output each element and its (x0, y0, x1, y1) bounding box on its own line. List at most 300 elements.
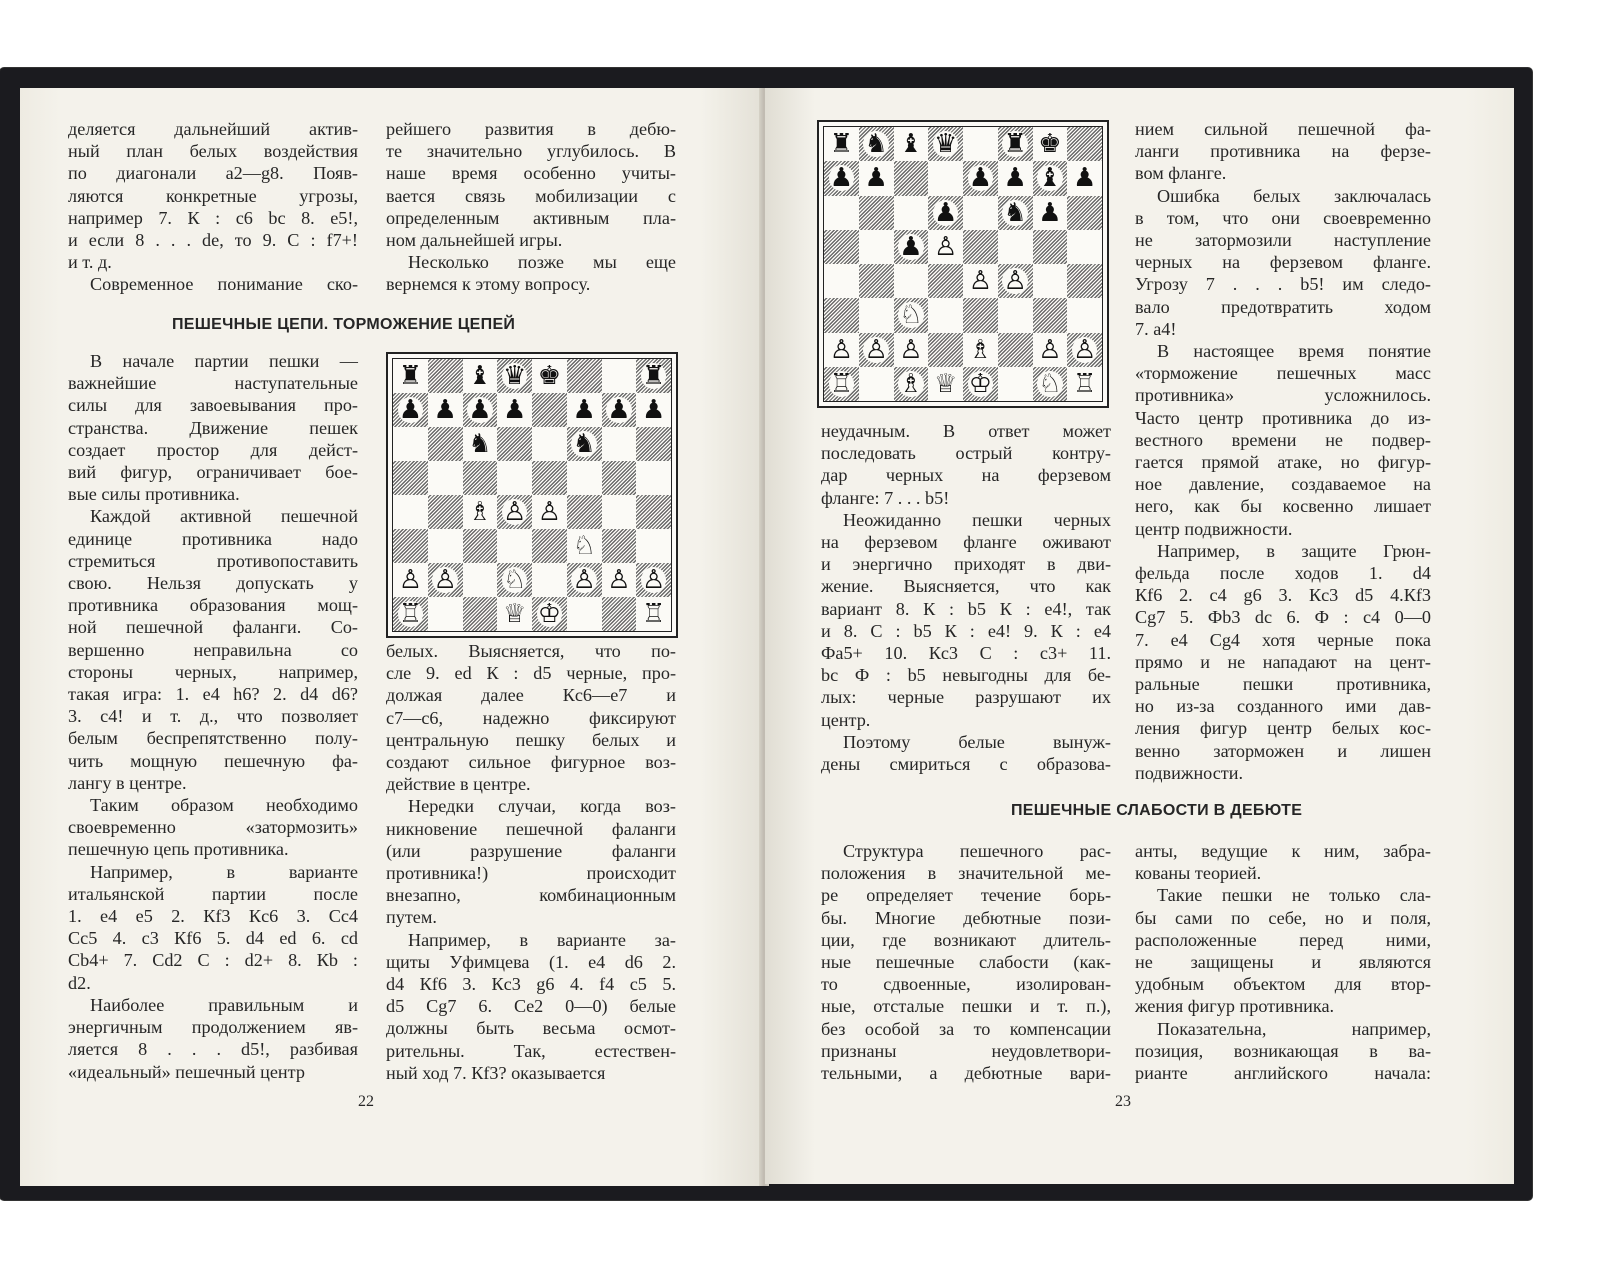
board-square (428, 427, 463, 461)
board-square (636, 427, 671, 461)
text-line: В настоящее время понятие (1157, 341, 1431, 362)
chess-piece-icon: ♞ (864, 129, 888, 160)
board-square (532, 495, 567, 529)
board-square (859, 367, 894, 401)
text-line: пешечную цепь противника. (68, 839, 289, 860)
text-line: Поэтому белые вынуж- (843, 731, 1111, 752)
text-line: вий фигур, ограничивает бое- (68, 462, 358, 483)
section-heading: ПЕШЕЧНЫЕ СЛАБОСТИ В ДЕБЮТЕ (1011, 802, 1303, 819)
text-line: ляются конкретные угрозы, (68, 185, 358, 206)
chess-piece-icon: ♗ (968, 334, 993, 365)
board-square (567, 597, 602, 631)
chess-piece-icon: ♚ (1038, 129, 1062, 160)
text-line: ный ход 7. Кf3? оказывается (386, 1062, 606, 1083)
text-line: вом фланге. (1135, 163, 1227, 184)
text-line: дены смириться с образова- (821, 754, 1111, 775)
text-line: рейшего развития в дебю- (386, 119, 676, 139)
board-square (463, 359, 498, 393)
text-line: Показательна, например, (1157, 1018, 1431, 1039)
text-line: Например, в варианте (90, 861, 358, 882)
text-line: «торможение пешечных масс (1135, 363, 1431, 384)
text-line: 7. e4 Сg4 хотя черные пока (1135, 629, 1431, 650)
text-line: по диагонали a2—g8. Появ- (68, 163, 358, 184)
text-line: Ошибка белых заключалась (1157, 185, 1431, 206)
text-line: Наиболее правильным и (90, 994, 358, 1015)
text-line: Угрозу 7 . . . b5! им следо- (1135, 274, 1431, 295)
board-square (894, 196, 929, 230)
board-square (998, 196, 1033, 230)
board-square (463, 461, 498, 495)
board-square (998, 264, 1033, 298)
chess-piece-icon: ♟ (1003, 163, 1027, 194)
chess-piece-icon: ♝ (899, 129, 923, 160)
chess-piece-icon: ♝ (468, 361, 492, 391)
text-line: на ферзевом фланге оживают (821, 532, 1111, 553)
text-line: расположенные перед ними, (1135, 929, 1431, 950)
board-square (1067, 196, 1102, 230)
text-line: неудачным. В ответ может (821, 421, 1111, 441)
text-line: противника образования мощ- (68, 595, 358, 616)
board-square (636, 461, 671, 495)
board-square (824, 127, 859, 161)
text-column (1135, 118, 1431, 784)
chess-piece-icon: ♖ (1072, 368, 1097, 399)
board-square (1033, 230, 1068, 264)
board-square (393, 461, 428, 495)
board-square (963, 230, 998, 264)
text-line: c7—c6, надежно фиксируют (386, 707, 676, 728)
text-line: Современное понимание ско- (90, 274, 358, 295)
board-square (998, 161, 1033, 195)
board-square (532, 427, 567, 461)
board-square (532, 461, 567, 495)
board-square (532, 529, 567, 563)
text-line: гается прямой атаке, но фигур- (1135, 452, 1431, 473)
text-line: кованы теорией. (1135, 863, 1262, 884)
board-square (428, 563, 463, 597)
chess-piece-icon: ♕ (502, 599, 527, 629)
text-line: Сc5 4. c3 Кf6 5. d4 ed 6. cd (68, 928, 358, 949)
board-square (602, 427, 637, 461)
text-line: 3. c4! и т. д., что позволяет (68, 706, 358, 727)
board-square (1033, 298, 1068, 332)
text-line: нием сильной пешечной фа- (1135, 119, 1431, 139)
board-square (1033, 333, 1068, 367)
text-line: например 7. К : c6 bc 8. e5!, (68, 207, 358, 228)
chess-piece-icon: ♙ (1003, 266, 1027, 297)
board-square (532, 563, 567, 597)
chess-piece-icon: ♙ (572, 565, 596, 595)
board-square (428, 529, 463, 563)
text-line: вершенно неправильна со (68, 639, 358, 660)
text-line: удобным объектом для втор- (1135, 974, 1431, 995)
chess-piece-icon: ♘ (572, 531, 596, 561)
board-square (463, 393, 498, 427)
board-square (928, 127, 963, 161)
board-square (824, 367, 859, 401)
text-line: вернемся к этому вопросу. (386, 274, 591, 295)
text-line: вариант 8. К : b5 К : e4!, так (821, 598, 1111, 619)
board-square (928, 196, 963, 230)
chess-piece-icon: ♟ (468, 395, 492, 425)
board-square (963, 333, 998, 367)
text-line: вые силы противника. (68, 484, 240, 505)
board-square (532, 359, 567, 393)
board-square (894, 264, 929, 298)
chess-piece-icon: ♙ (398, 565, 423, 595)
board-square (567, 461, 602, 495)
chess-piece-icon: ♘ (502, 565, 527, 595)
board-square (463, 563, 498, 597)
chess-diagram (386, 352, 678, 638)
board-square (1067, 333, 1102, 367)
text-line: Нередки случаи, когда воз- (408, 796, 676, 817)
chess-piece-icon: ♟ (641, 395, 666, 425)
text-line: фельда после ходов 1. d4 (1135, 563, 1431, 584)
text-line: черных на ферзевом фланге. (1135, 252, 1431, 273)
chess-piece-icon: ♖ (398, 599, 423, 629)
text-line: и энергично приходят в дви- (821, 554, 1111, 575)
chess-piece-icon: ♘ (899, 300, 923, 331)
board-square (567, 359, 602, 393)
board-square (636, 393, 671, 427)
board-square (928, 161, 963, 195)
board-square (497, 359, 532, 393)
chess-piece-icon: ♙ (933, 231, 958, 262)
board-square (963, 196, 998, 230)
board-square (602, 359, 637, 393)
board-square (393, 495, 428, 529)
text-line: Несколько позже мы еще (408, 252, 676, 273)
board-square (428, 393, 463, 427)
chess-piece-icon: ♗ (899, 368, 923, 399)
text-line: последовать острый контру- (821, 443, 1111, 464)
board-square (928, 367, 963, 401)
text-line: создает простор для дейст- (68, 439, 358, 460)
text-line: положения в значительной ме- (821, 863, 1111, 884)
text-line: противника» усложнилось. (1135, 385, 1431, 406)
text-line: центральную пешку белых и (386, 729, 676, 750)
text-line: бы сами по себе, но и поля, (1135, 907, 1431, 928)
board-square (393, 359, 428, 393)
text-line: и т. д. (68, 252, 112, 273)
chess-piece-icon: ♛ (502, 361, 527, 391)
text-line: рительны. Так, естествен- (386, 1040, 676, 1061)
text-line: не защищены и являются (1135, 952, 1431, 973)
board-square (636, 597, 671, 631)
chess-piece-icon: ♔ (968, 368, 993, 399)
board-square (859, 127, 894, 161)
text-line: вестного времени не подвер- (1135, 429, 1431, 450)
chess-piece-icon: ♙ (1072, 334, 1097, 365)
text-line: анты, ведущие к ним, забра- (1135, 841, 1431, 861)
chess-piece-icon: ♟ (899, 231, 923, 262)
text-line: Такие пешки не только сла- (1157, 885, 1431, 906)
board-square (567, 529, 602, 563)
board-square (636, 563, 671, 597)
chess-board-grid (392, 358, 672, 632)
chess-piece-icon: ♙ (502, 497, 527, 527)
board-square (1033, 367, 1068, 401)
board-square (894, 367, 929, 401)
board-square (963, 367, 998, 401)
board-square (928, 230, 963, 264)
board-square (894, 127, 929, 161)
page-number: 22 (358, 1093, 374, 1110)
text-line: «идеальный» пешечный центр (68, 1061, 305, 1082)
chess-piece-icon: ♞ (468, 429, 492, 459)
board-square (567, 427, 602, 461)
board-square (1033, 127, 1068, 161)
text-line: ные, отсталые пешки и т. п.), (821, 996, 1111, 1017)
board-square (928, 264, 963, 298)
board-square (567, 393, 602, 427)
board-square (463, 495, 498, 529)
text-line: ные пешечные слабости (как- (821, 952, 1111, 973)
chess-piece-icon: ♜ (398, 361, 423, 391)
text-line: вало предотвратить ходом (1135, 296, 1431, 317)
chess-piece-icon: ♛ (933, 129, 958, 160)
text-line: белых. Выясняется, что по- (386, 641, 676, 661)
board-square (428, 359, 463, 393)
board-square (428, 461, 463, 495)
board-square (859, 264, 894, 298)
chess-piece-icon: ♟ (502, 395, 527, 425)
text-line: Сb4+ 7. Сd2 С : d2+ 8. Кb : (68, 950, 358, 971)
text-line: странства. Движение пешек (68, 417, 358, 438)
board-square (859, 333, 894, 367)
chess-board-grid (823, 126, 1103, 402)
board-square (1033, 161, 1068, 195)
board-square (497, 461, 532, 495)
chess-piece-icon: ♟ (398, 395, 423, 425)
chess-piece-icon: ♞ (1003, 197, 1027, 228)
text-line: должны быть весьма осмот- (386, 1018, 676, 1039)
chess-piece-icon: ♕ (933, 368, 958, 399)
text-line: ном дальнейшей игры. (386, 230, 563, 251)
text-line: никновение пешечной фаланги (386, 818, 676, 839)
board-square (894, 161, 929, 195)
text-line: ральные пешки противника, (1135, 674, 1431, 695)
chess-piece-icon: ♜ (641, 361, 666, 391)
text-line: в том, что они своевременно (1135, 207, 1431, 228)
board-square (1067, 367, 1102, 401)
chess-piece-icon: ♟ (933, 197, 958, 228)
text-line: лангу в центре. (68, 772, 187, 793)
text-line: 1. e4 e5 2. Кf3 Кc6 3. Сc4 (68, 906, 358, 927)
text-line: Часто центр противника до из- (1135, 407, 1431, 428)
board-square (859, 196, 894, 230)
text-line: лых: черные разрушают их (821, 687, 1111, 708)
text-line: свою. Нельзя допускать у (68, 573, 358, 594)
chess-piece-icon: ♙ (607, 565, 631, 595)
chess-piece-icon: ♟ (572, 395, 596, 425)
text-line: и если 8 . . . de, то 9. С : f7+! (68, 230, 358, 251)
chess-piece-icon: ♞ (572, 429, 596, 459)
text-line: ный план белых воздействия (68, 141, 358, 162)
text-line: стремиться противопоставить (68, 550, 358, 571)
chess-piece-icon: ♖ (829, 368, 854, 399)
text-line: ции, где возникают длитель- (821, 929, 1111, 950)
text-line: создают сильное фигурное воз- (386, 752, 676, 773)
chess-piece-icon: ♟ (829, 163, 854, 194)
board-square (859, 161, 894, 195)
text-line: деляется дальнейший актив- (68, 119, 358, 139)
text-line: Неожиданно пешки черных (843, 509, 1111, 530)
board-square (998, 230, 1033, 264)
board-square (1067, 230, 1102, 264)
text-line: и 8. С : b5 К : e4! 9. К : e4 (821, 620, 1111, 641)
chess-piece-icon: ♙ (829, 334, 854, 365)
text-line: подвижности. (1135, 762, 1244, 783)
board-square (859, 298, 894, 332)
text-line: Таким образом необходимо (90, 795, 358, 816)
board-square (636, 359, 671, 393)
board-square (497, 529, 532, 563)
chess-piece-icon: ♖ (641, 599, 666, 629)
board-square (393, 393, 428, 427)
chess-piece-icon: ♘ (1038, 368, 1062, 399)
text-line: бы. Многие дебютные пози- (821, 907, 1111, 928)
text-line: жения фигур противника. (1135, 996, 1335, 1017)
board-square (463, 427, 498, 461)
left-page (20, 88, 764, 1186)
board-square (497, 495, 532, 529)
text-line: венно заторможен и лишен (1135, 740, 1431, 761)
chess-piece-icon: ♙ (864, 334, 888, 365)
text-line: него, как бы косвенно лишает (1135, 496, 1431, 517)
board-square (428, 495, 463, 529)
board-square (393, 529, 428, 563)
text-line: d2. (68, 972, 91, 993)
text-column (821, 840, 1111, 1084)
text-line: ной пешечной фаланги. Со- (68, 617, 358, 638)
board-square (393, 597, 428, 631)
board-square (963, 161, 998, 195)
text-line: признаны неудовлетвори- (821, 1040, 1111, 1061)
board-square (824, 196, 859, 230)
text-line: стороны черных, например, (68, 661, 358, 682)
board-square (963, 127, 998, 161)
board-square (602, 529, 637, 563)
text-line: ре определяет течение борь- (821, 885, 1111, 906)
board-square (824, 333, 859, 367)
board-square (824, 230, 859, 264)
text-line: вается связь мобилизации с (386, 185, 676, 206)
board-square (894, 298, 929, 332)
board-square (602, 597, 637, 631)
board-square (1067, 264, 1102, 298)
text-line: ления фигур центр белых кос- (1135, 718, 1431, 739)
board-square (532, 393, 567, 427)
text-line: Кf6 2. c4 g6 3. Кc3 d5 4.Кf3 (1135, 585, 1431, 606)
text-line: ное давление, создаваемое на (1135, 474, 1431, 495)
text-line: прямо и не нападают на цент- (1135, 651, 1431, 672)
text-line: 7. a4! (1135, 318, 1177, 339)
text-line: но из-за созданного ими дав- (1135, 696, 1431, 717)
text-line: важнейшие наступательные (68, 373, 358, 394)
text-line: белым беспрепятственно полу- (68, 728, 358, 749)
board-square (894, 333, 929, 367)
board-square (1033, 264, 1068, 298)
chess-piece-icon: ♙ (899, 334, 923, 365)
text-line: своевременно «затормозить» (68, 817, 358, 838)
text-line: ланги противника на ферзе- (1135, 141, 1431, 162)
chess-piece-icon: ♙ (968, 266, 993, 297)
board-square (894, 230, 929, 264)
text-column (68, 350, 358, 1083)
chess-piece-icon: ♟ (1072, 163, 1097, 194)
chess-piece-icon: ♙ (433, 565, 457, 595)
text-line: bc Ф : b5 невыгодны для бе- (821, 665, 1111, 686)
board-square (928, 298, 963, 332)
text-line: Фa5+ 10. Кc3 С : c3+ 11. (821, 643, 1111, 664)
text-line: рианте английского начала: (1135, 1063, 1431, 1084)
text-line: итальянской партии после (68, 883, 358, 904)
board-square (998, 333, 1033, 367)
board-square (824, 264, 859, 298)
text-line: Каждой активной пешечной (90, 506, 358, 527)
chess-piece-icon: ♟ (433, 395, 457, 425)
text-line: фланге: 7 . . . b5! (821, 487, 950, 508)
board-square (393, 563, 428, 597)
board-square (1033, 196, 1068, 230)
text-line: жение. Выясняется, что как (821, 576, 1111, 597)
text-line: те значительно углубилось. В (386, 141, 676, 162)
text-column (1135, 840, 1431, 1084)
board-square (998, 298, 1033, 332)
text-line: центр. (821, 709, 871, 730)
text-line: щиты Уфимцева (1. e4 d6 2. (386, 951, 676, 972)
board-square (1067, 127, 1102, 161)
text-line: чить мощную пешечную фа- (68, 750, 358, 771)
board-square (636, 495, 671, 529)
chess-piece-icon: ♜ (1003, 129, 1027, 160)
text-line: единице противника надо (68, 528, 358, 549)
text-line: такая игра: 1. e4 h6? 2. d4 d6? (68, 684, 358, 705)
right-page (765, 88, 1514, 1184)
text-line: сле 9. ed К : d5 черные, про- (386, 663, 676, 684)
text-column (821, 420, 1111, 775)
board-square (463, 597, 498, 631)
text-line: Например, в варианте за- (408, 929, 676, 950)
board-square (859, 230, 894, 264)
chess-piece-icon: ♙ (641, 565, 666, 595)
chess-piece-icon: ♚ (537, 361, 562, 391)
board-square (602, 393, 637, 427)
text-line: определенным активным пла- (386, 207, 676, 228)
board-square (824, 161, 859, 195)
board-square (602, 563, 637, 597)
chess-diagram (817, 120, 1109, 408)
board-square (998, 127, 1033, 161)
text-line: d5 Сg7 6. Сe2 0—0) белые (386, 996, 676, 1017)
chess-piece-icon: ♔ (537, 599, 562, 629)
board-square (963, 298, 998, 332)
board-square (567, 495, 602, 529)
chess-piece-icon: ♟ (968, 163, 993, 194)
text-line: Сg7 5. Фb3 dc 6. Ф : c4 0—0 (1135, 607, 1431, 628)
page-number: 23 (1115, 1093, 1131, 1110)
text-line: наше время особенно учиты- (386, 163, 676, 184)
text-line: позиция, возникающая в ва- (1135, 1040, 1431, 1061)
text-line: Структура пешечного рас- (843, 841, 1111, 861)
board-square (497, 597, 532, 631)
board-square (602, 495, 637, 529)
text-line: не затормозили наступление (1135, 230, 1431, 251)
board-square (393, 427, 428, 461)
chess-piece-icon: ♟ (1038, 197, 1062, 228)
